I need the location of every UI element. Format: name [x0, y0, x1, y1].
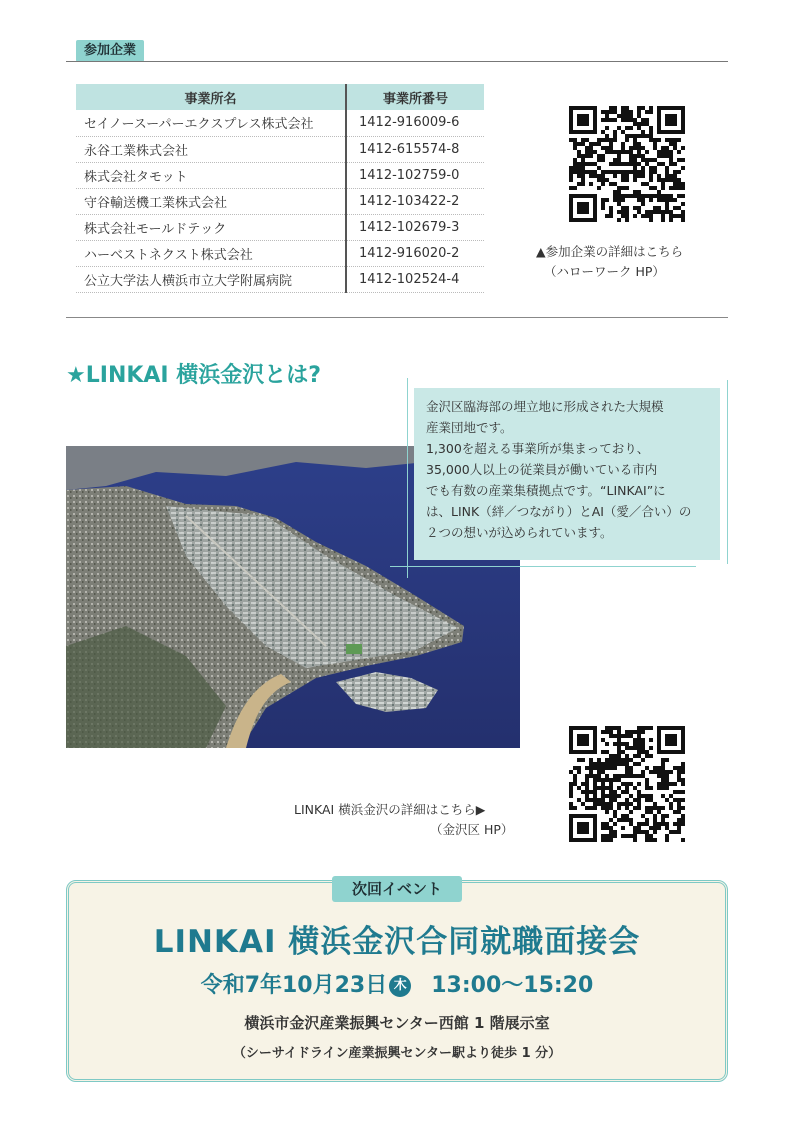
participants-tag: 参加企業 [76, 40, 144, 62]
star-icon: ★ [66, 363, 86, 388]
description-line: ２つの想いが込められています。 [426, 525, 613, 540]
company-number: 1412-103422-2 [346, 188, 484, 214]
table-row [76, 136, 484, 162]
event-access: （シーサイドライン産業振興センター駅より徒歩 1 分） [232, 1046, 562, 1061]
company-name: 守谷輸送機工業株式会社 [76, 188, 346, 214]
header-number: 事業所番号 [346, 84, 484, 110]
linkai-caption-line2: （金沢区 HP） [430, 822, 514, 837]
table-row [76, 162, 484, 188]
hellowork-qr-caption [536, 242, 736, 282]
company-name: セイノースーパーエクスプレス株式会社 [76, 110, 346, 136]
company-number: 1412-916009-6 [346, 110, 484, 136]
table-row [76, 188, 484, 214]
table-row [76, 266, 484, 292]
company-number: 1412-615574-8 [346, 136, 484, 162]
info-decor-line [727, 380, 728, 564]
about-heading-text: LINKAI 横浜金沢とは? [85, 363, 322, 388]
company-name: 株式会社モールドテック [76, 214, 346, 240]
description-line: でも有数の産業集積拠点です。“LINKAI”に [426, 483, 666, 498]
description-line: 35,000人以上の従業員が働いている市内 [426, 462, 658, 477]
hellowork-caption-line1: ▲参加企業の詳細はこちら [536, 244, 684, 259]
linkai-qr-caption [294, 800, 544, 840]
qr-code-icon [569, 726, 685, 842]
company-name: 公立大学法人横浜市立大学附属病院 [76, 266, 346, 292]
description-line: 産業団地です。 [426, 420, 513, 435]
company-number: 1412-916020-2 [346, 240, 484, 266]
event-datetime [66, 968, 728, 999]
company-number: 1412-102679-3 [346, 214, 484, 240]
hellowork-caption-line2: （ハローワーク HP） [544, 264, 665, 279]
event-date: 令和7年10月23日 [200, 973, 388, 998]
company-number: 1412-102524-4 [346, 266, 484, 292]
about-heading [66, 358, 321, 389]
description-line: は、LINK（絆／つながり）とAI（愛／合い）の [426, 504, 692, 519]
company-name: ハーベストネクスト株式会社 [76, 240, 346, 266]
header-name: 事業所名 [76, 84, 346, 110]
description-line: 1,300を超える事業所が集まっており、 [426, 441, 650, 456]
qr-code-icon [569, 106, 685, 222]
description-line: 金沢区臨海部の埋立地に形成された大規模 [426, 399, 664, 414]
hellowork-qr-code[interactable] [569, 106, 685, 222]
event-tag: 次回イベント [332, 876, 462, 902]
company-name: 永谷工業株式会社 [76, 136, 346, 162]
company-number: 1412-102759-0 [346, 162, 484, 188]
company-name: 株式会社タモット [76, 162, 346, 188]
event-title: LINKAI 横浜金沢合同就職面接会 [153, 924, 641, 960]
linkai-caption-line1: LINKAI 横浜金沢の詳細はこちら▶ [294, 802, 486, 817]
section-divider [66, 61, 728, 62]
info-decor-line [390, 566, 696, 567]
event-venue: 横浜市金沢産業振興センター西館 1 階展示室 [244, 1014, 550, 1032]
event-time: 13:00～15:20 [431, 973, 594, 998]
participants-table [76, 84, 484, 293]
table-row [76, 214, 484, 240]
section-divider [66, 317, 728, 318]
weekday-badge: 木 [389, 975, 411, 997]
about-description [414, 388, 720, 560]
table-row [76, 240, 484, 266]
kanazawa-qr-code[interactable] [569, 726, 685, 842]
table-row [76, 110, 484, 136]
info-decor-line [407, 378, 408, 578]
